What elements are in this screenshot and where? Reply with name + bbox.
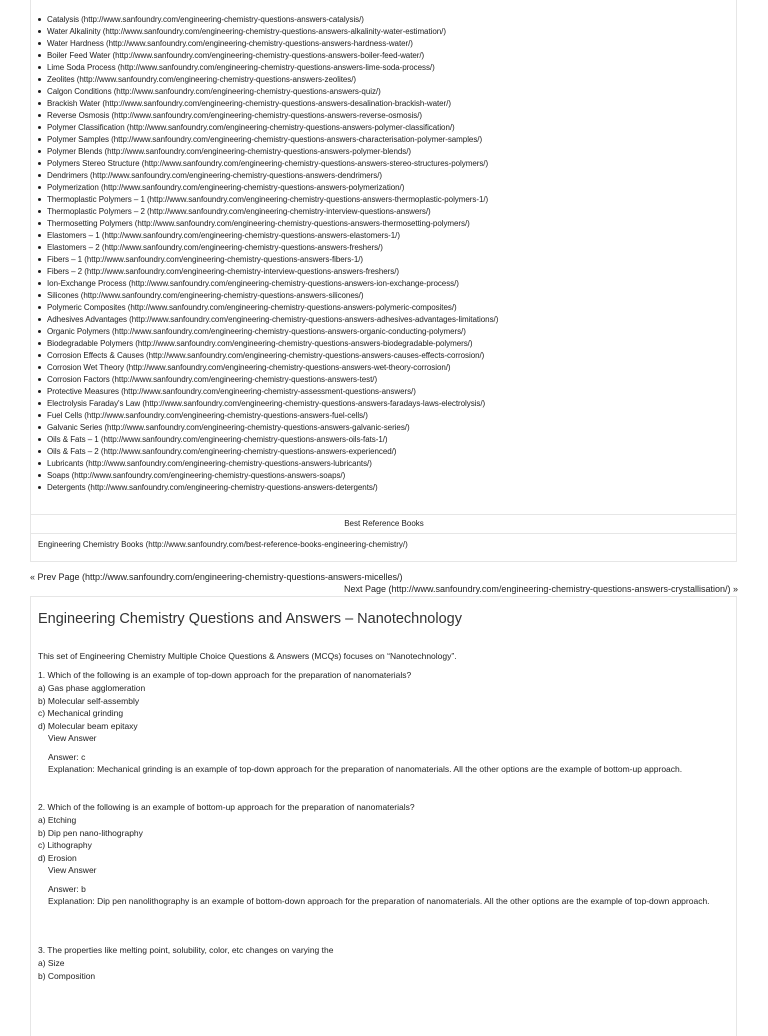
topic-link[interactable]: Thermoplastic Polymers – 1 (http://www.sanfoundry.com/engineering-chemistry-questions-answers-thermoplastic-polymers-1/) xyxy=(31,194,731,206)
topic-link[interactable]: Fibers – 1 (http://www.sanfoundry.com/engineering-chemistry-questions-answers-fibers-1/) xyxy=(31,254,731,266)
topic-link[interactable]: Calgon Conditions (http://www.sanfoundry.com/engineering-chemistry-questions-answers-quiz/) xyxy=(31,86,731,98)
topic-link[interactable]: Polymer Classification (http://www.sanfoundry.com/engineering-chemistry-questions-answers-polymer-classification/) xyxy=(31,122,731,134)
topic-link[interactable]: Electrolysis Faraday's Law (http://www.sanfoundry.com/engineering-chemistry-questions-answers-faradays-laws-electrolysis/) xyxy=(31,398,731,410)
option-c: c) Lithography xyxy=(38,840,92,850)
article-box xyxy=(30,596,737,1036)
topic-link[interactable]: Silicones (http://www.sanfoundry.com/engineering-chemistry-questions-answers-silicones/) xyxy=(31,290,731,302)
question-text: 3. The properties like melting point, solubility, color, etc changes on varying the xyxy=(38,945,334,955)
option-a: a) Size xyxy=(38,958,65,968)
topic-link[interactable]: Zeolites (http://www.sanfoundry.com/engineering-chemistry-questions-answers-zeolites/) xyxy=(31,74,731,86)
best-reference-link[interactable]: Engineering Chemistry Books (http://www.sanfoundry.com/best-reference-books-engineering-chemistry/) xyxy=(38,540,408,549)
topic-link[interactable]: Reverse Osmosis (http://www.sanfoundry.com/engineering-chemistry-questions-answers-reverse-osmosis/) xyxy=(31,110,731,122)
related-topics-box xyxy=(30,0,737,562)
topic-link[interactable]: Polymerization (http://www.sanfoundry.com/engineering-chemistry-questions-answers-polymerization/) xyxy=(31,182,731,194)
topic-link[interactable]: Polymers Stereo Structure (http://www.sanfoundry.com/engineering-chemistry-questions-answers-stereo-structures-polymers/) xyxy=(31,158,731,170)
topic-link[interactable]: Water Alkalinity (http://www.sanfoundry.com/engineering-chemistry-questions-answers-alkalinity-water-estimation/) xyxy=(31,26,731,38)
article-title: Engineering Chemistry Questions and Answers – Nanotechnology xyxy=(38,611,462,627)
question-text: 1. Which of the following is an example of top-down approach for the preparation of nanomaterials? xyxy=(38,670,412,680)
topic-link[interactable]: Oils & Fats – 1 (http://www.sanfoundry.com/engineering-chemistry-questions-answers-oils-fats-1/) xyxy=(31,434,731,446)
topic-link[interactable]: Detergents (http://www.sanfoundry.com/engineering-chemistry-questions-answers-detergents/) xyxy=(31,482,731,494)
topic-link[interactable]: Polymeric Composites (http://www.sanfoundry.com/engineering-chemistry-questions-answers-polymeric-composites/) xyxy=(31,302,731,314)
topic-link[interactable]: Soaps (http://www.sanfoundry.com/engineering-chemistry-questions-answers-soaps/) xyxy=(31,470,731,482)
question-1 xyxy=(38,669,728,776)
answer: Answer: b xyxy=(48,884,86,894)
next-page-link[interactable]: Next Page (http://www.sanfoundry.com/engineering-chemistry-questions-answers-crystallisation/) » xyxy=(344,584,738,594)
topic-link[interactable]: Boiler Feed Water (http://www.sanfoundry.com/engineering-chemistry-questions-answers-boiler-feed-water/) xyxy=(31,50,731,62)
topic-link[interactable]: Elastomers – 1 (http://www.sanfoundry.com/engineering-chemistry-questions-answers-elastomers-1/) xyxy=(31,230,731,242)
option-c: c) Mechanical grinding xyxy=(38,708,124,718)
answer: Answer: c xyxy=(48,752,86,762)
topic-link[interactable]: Catalysis (http://www.sanfoundry.com/engineering-chemistry-questions-answers-catalysis/) xyxy=(31,14,731,26)
prev-page-link[interactable]: « Prev Page (http://www.sanfoundry.com/engineering-chemistry-questions-answers-micelles/) xyxy=(30,572,403,582)
option-d: d) Erosion xyxy=(38,852,77,863)
topic-link[interactable]: Brackish Water (http://www.sanfoundry.com/engineering-chemistry-questions-answers-desalination-brackish-water/) xyxy=(31,98,731,110)
topic-link[interactable]: Oils & Fats – 2 (http://www.sanfoundry.com/engineering-chemistry-questions-answers-experienced/) xyxy=(31,446,731,458)
topic-link[interactable]: Dendrimers (http://www.sanfoundry.com/engineering-chemistry-questions-answers-dendrimers/) xyxy=(31,170,731,182)
topic-link[interactable]: Organic Polymers (http://www.sanfoundry.com/engineering-chemistry-questions-answers-organic-conducting-polymers/) xyxy=(31,326,731,338)
answer-block xyxy=(38,883,728,908)
question-3 xyxy=(38,944,728,982)
view-answer-button[interactable]: View Answer xyxy=(48,733,97,743)
topic-link[interactable]: Corrosion Wet Theory (http://www.sanfoundry.com/engineering-chemistry-questions-answers-wet-theory-corrosion/) xyxy=(31,362,731,374)
topic-link[interactable]: Polymer Blends (http://www.sanfoundry.com/engineering-chemistry-questions-answers-polymer-blends/) xyxy=(31,146,731,158)
best-reference-heading: Best Reference Books xyxy=(31,514,737,534)
topic-link[interactable]: Fibers – 2 (http://www.sanfoundry.com/engineering-chemistry-interview-questions-answers-freshers/) xyxy=(31,266,731,278)
topic-link[interactable]: Thermosetting Polymers (http://www.sanfoundry.com/engineering-chemistry-questions-answers-thermosetting-polymers/) xyxy=(31,218,731,230)
topic-link[interactable]: Lime Soda Process (http://www.sanfoundry.com/engineering-chemistry-questions-answers-lime-soda-process/) xyxy=(31,62,731,74)
option-b: b) Molecular self-assembly xyxy=(38,695,140,706)
topic-link[interactable]: Corrosion Factors (http://www.sanfoundry.com/engineering-chemistry-questions-answers-test/) xyxy=(31,374,731,386)
option-b: b) Composition xyxy=(38,970,96,981)
option-a: a) Etching xyxy=(38,815,77,825)
topic-list xyxy=(31,14,731,494)
option-a: a) Gas phase agglomeration xyxy=(38,683,146,693)
answer-block xyxy=(38,751,728,776)
question-text: 2. Which of the following is an example of bottom-up approach for the preparation of nanomaterials? xyxy=(38,802,415,812)
view-answer-button[interactable]: View Answer xyxy=(48,865,97,875)
topic-link[interactable]: Ion-Exchange Process (http://www.sanfoundry.com/engineering-chemistry-questions-answers-ion-exchange-process/) xyxy=(31,278,731,290)
topic-link[interactable]: Galvanic Series (http://www.sanfoundry.com/engineering-chemistry-questions-answers-galvanic-series/) xyxy=(31,422,731,434)
topic-link[interactable]: Polymer Samples (http://www.sanfoundry.com/engineering-chemistry-questions-answers-characterisation-polymer-samples/) xyxy=(31,134,731,146)
topic-link[interactable]: Lubricants (http://www.sanfoundry.com/engineering-chemistry-questions-answers-lubricants/) xyxy=(31,458,731,470)
question-2 xyxy=(38,801,728,908)
topic-link[interactable]: Adhesives Advantages (http://www.sanfoundry.com/engineering-chemistry-questions-answers-adhesives-advantages-limitations/) xyxy=(31,314,731,326)
topic-link[interactable]: Thermoplastic Polymers – 2 (http://www.sanfoundry.com/engineering-chemistry-interview-questions-answers/) xyxy=(31,206,731,218)
option-d: d) Molecular beam epitaxy xyxy=(38,720,138,731)
explanation: Explanation: Dip pen nanolithography is an example of bottom-down approach for the preparation of nanomaterials. All the other options are the example of top-down approach. xyxy=(48,896,710,906)
topic-link[interactable]: Water Hardness (http://www.sanfoundry.com/engineering-chemistry-questions-answers-hardness-water/) xyxy=(31,38,731,50)
topic-link[interactable]: Protective Measures (http://www.sanfoundry.com/engineering-chemistry-assessment-questions-answers/) xyxy=(31,386,731,398)
topic-link[interactable]: Fuel Cells (http://www.sanfoundry.com/engineering-chemistry-questions-answers-fuel-cells/) xyxy=(31,410,731,422)
article-intro: This set of Engineering Chemistry Multiple Choice Questions & Answers (MCQs) focuses on “Nanotechnology”. xyxy=(38,651,457,661)
topic-link[interactable]: Biodegradable Polymers (http://www.sanfoundry.com/engineering-chemistry-questions-answers-biodegradable-polymers/) xyxy=(31,338,731,350)
explanation: Explanation: Mechanical grinding is an example of top-down approach for the preparation of nanomaterials. All the other options are the example of bottom-up approach. xyxy=(48,764,683,774)
topic-link[interactable]: Corrosion Effects & Causes (http://www.sanfoundry.com/engineering-chemistry-questions-answers-causes-effects-corrosion/) xyxy=(31,350,731,362)
option-b: b) Dip pen nano-lithography xyxy=(38,827,143,838)
topic-link[interactable]: Elastomers – 2 (http://www.sanfoundry.com/engineering-chemistry-questions-answers-freshers/) xyxy=(31,242,731,254)
